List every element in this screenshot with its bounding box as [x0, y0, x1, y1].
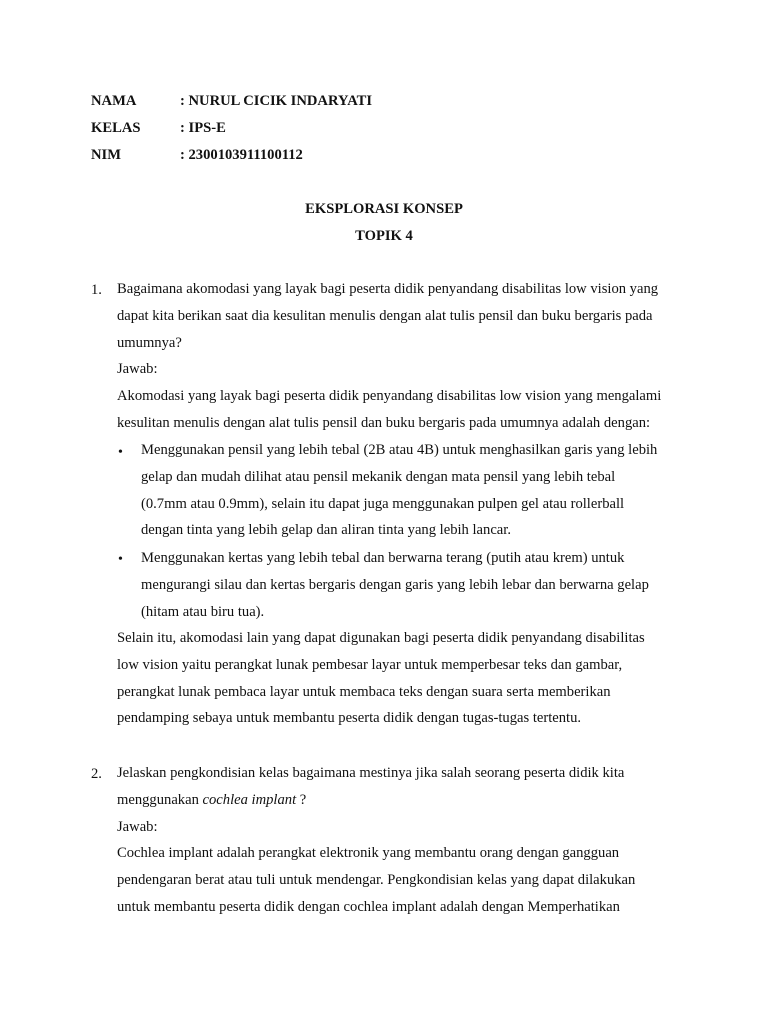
bullet-line: Menggunakan kertas yang lebih tebal dan berwarna terang (putih atau krem) untuk [141, 550, 625, 566]
q1-intro-line: kesulitan menulis dengan alat tulis pensil dan buku bergaris pada umumnya adalah dengan: [117, 414, 651, 431]
bullet-line: (0.7mm atau 0.9mm), selain itu dapat juga menggunakan pulpen gel atau rollerball [141, 495, 625, 512]
bullet-line: mengurangi silau dan kertas bergaris dengan garis yang lebih lebar dan berwarna gelap [141, 576, 649, 593]
bullet-line: dengan tinta yang lebih gelap dan aliran tinta yang lebih lancar. [141, 522, 511, 539]
q2-answer-line: Cochlea implant adalah perangkat elektronik yang membantu orang dengan gangguan [117, 845, 620, 862]
q2-question-line: Jelaskan pengkondisian kelas bagaimana mestinya jika salah seorang peserta didik kita [117, 765, 625, 781]
q1-question-line: Bagaimana akomodasi yang layak bagi peserta didik penyandang disabilitas low vision yang [117, 281, 659, 297]
class-value: : IPS-E [180, 120, 226, 136]
q1-closing-line: perangkat lunak pembaca layar untuk membaca teks dengan suara serta memberikan [117, 683, 611, 700]
title-line1: EKSPLORASI KONSEP [305, 201, 463, 217]
q1-closing-line: Selain itu, akomodasi lain yang dapat digunakan bagi peserta didik penyandang disabilitas [117, 630, 645, 646]
q1-question-line: umumnya? [117, 334, 182, 351]
q1-closing [117, 625, 645, 732]
bullet-icon: • [118, 552, 123, 567]
nim-label: NIM [91, 147, 121, 163]
q1-bullet-1 [141, 437, 657, 544]
bullet-line: (hitam atau biru tua). [141, 603, 265, 620]
q2-question-suffix: ? [296, 791, 307, 808]
name-label: NAMA [91, 93, 137, 109]
bullet-line: Menggunakan pensil yang lebih tebal (2B atau 4B) untuk menghasilkan garis yang lebih [141, 442, 658, 458]
name-value: : NURUL CICIK INDARYATI [180, 93, 373, 109]
q2-answer-line: pendengaran berat atau tuli untuk mendengar. Pengkondisian kelas yang dapat dilakukan [117, 872, 636, 889]
nim-value: : 2300103911100112 [180, 147, 303, 163]
q1-number: 1. [91, 282, 102, 298]
q2-answer-label: Jawab: [117, 818, 158, 835]
q2-question-italic: cochlea implant [202, 791, 297, 808]
q2-block [117, 760, 635, 921]
title-line2: TOPIK 4 [355, 228, 413, 244]
q2-answer-line: untuk membantu peserta didik dengan cochlea implant adalah dengan Memperhatikan [117, 898, 620, 915]
q1-answer-label: Jawab: [117, 361, 158, 378]
q2-question-prefix: menggunakan [117, 791, 203, 808]
class-label: KELAS [91, 120, 141, 136]
q1-bullet-2 [141, 545, 649, 625]
q1-question [117, 276, 661, 437]
bullet-line: gelap dan mudah dilihat atau pensil mekanik dengan mata pensil yang lebih tebal [141, 468, 616, 485]
q1-closing-line: low vision yaitu perangkat lunak pembesar layar untuk memperbesar teks dan gambar, [117, 656, 623, 673]
q1-question-line: dapat kita berikan saat dia kesulitan menulis dengan alat tulis pensil dan buku bergaris pada [117, 307, 653, 324]
q2-question-line [117, 787, 635, 814]
q1-closing-line: pendamping sebaya untuk membantu peserta didik dengan tugas-tugas tertentu. [117, 710, 582, 727]
bullet-icon: • [118, 445, 123, 460]
q2-number: 2. [91, 766, 102, 782]
q1-intro-line: Akomodasi yang layak bagi peserta didik penyandang disabilitas low vision yang mengalami [117, 388, 662, 405]
